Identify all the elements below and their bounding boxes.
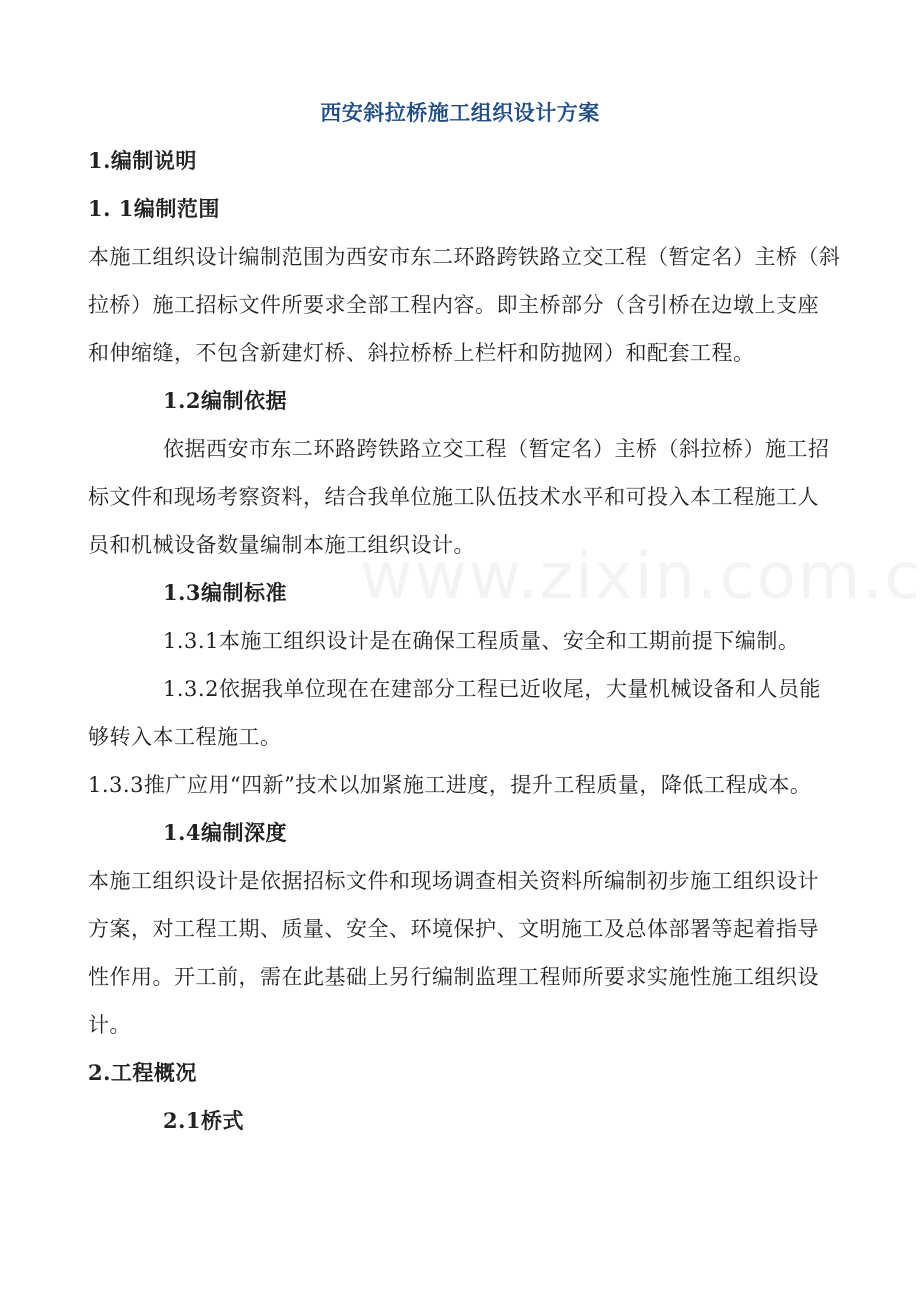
paragraph-line: 1.3.2依据我单位现在在建部分工程已近收尾，大量机械设备和人员能	[163, 677, 821, 701]
heading-2: 2.工程概况	[88, 1060, 197, 1085]
heading-2-1: 2.1桥式	[163, 1108, 245, 1133]
heading-1-1: 1. 1编制范围	[88, 196, 220, 221]
paragraph-line: 性作用。开工前，需在此基础上另行编制监理工程师所要求实施性施工组织设	[88, 965, 819, 989]
heading-1: 1.编制说明	[88, 148, 197, 173]
paragraph-line: 拉桥）施工招标文件所要求全部工程内容。即主桥部分（含引桥在边墩上支座	[88, 293, 819, 317]
paragraph-line: 1.3.3推广应用“四新”技术以加紧施工进度，提升工程质量，降低工程成本。	[88, 773, 812, 797]
paragraph-line: 1.3.1本施工组织设计是在确保工程质量、安全和工期前提下编制。	[163, 629, 800, 653]
heading-1-2: 1.2编制依据	[163, 388, 288, 413]
paragraph-line: 够转入本工程施工。	[88, 725, 282, 749]
paragraph-line: 标文件和现场考察资料，结合我单位施工队伍技术水平和可投入本工程施工人	[88, 485, 819, 509]
paragraph-line: 方案，对工程工期、质量、安全、环境保护、文明施工及总体部署等起着指导	[88, 917, 819, 941]
paragraph-line: 和伸缩缝，不包含新建灯桥、斜拉桥桥上栏杆和防抛网）和配套工程。	[88, 341, 755, 365]
heading-1-3: 1.3编制标准	[163, 580, 288, 605]
document-title: 西安斜拉桥施工组织设计方案	[320, 100, 600, 125]
heading-1-4: 1.4编制深度	[163, 820, 288, 845]
paragraph-line: 员和机械设备数量编制本施工组织设计。	[88, 533, 475, 557]
paragraph-line: 依据西安市东二环路跨铁路立交工程（暂定名）主桥（斜拉桥）施工招	[163, 437, 830, 461]
paragraph-line: 计。	[88, 1013, 131, 1037]
paragraph-line: 本施工组织设计是依据招标文件和现场调查相关资料所编制初步施工组织设计	[88, 869, 819, 893]
paragraph-line: 本施工组织设计编制范围为西安市东二环路跨铁路立交工程（暂定名）主桥（斜	[88, 245, 841, 269]
